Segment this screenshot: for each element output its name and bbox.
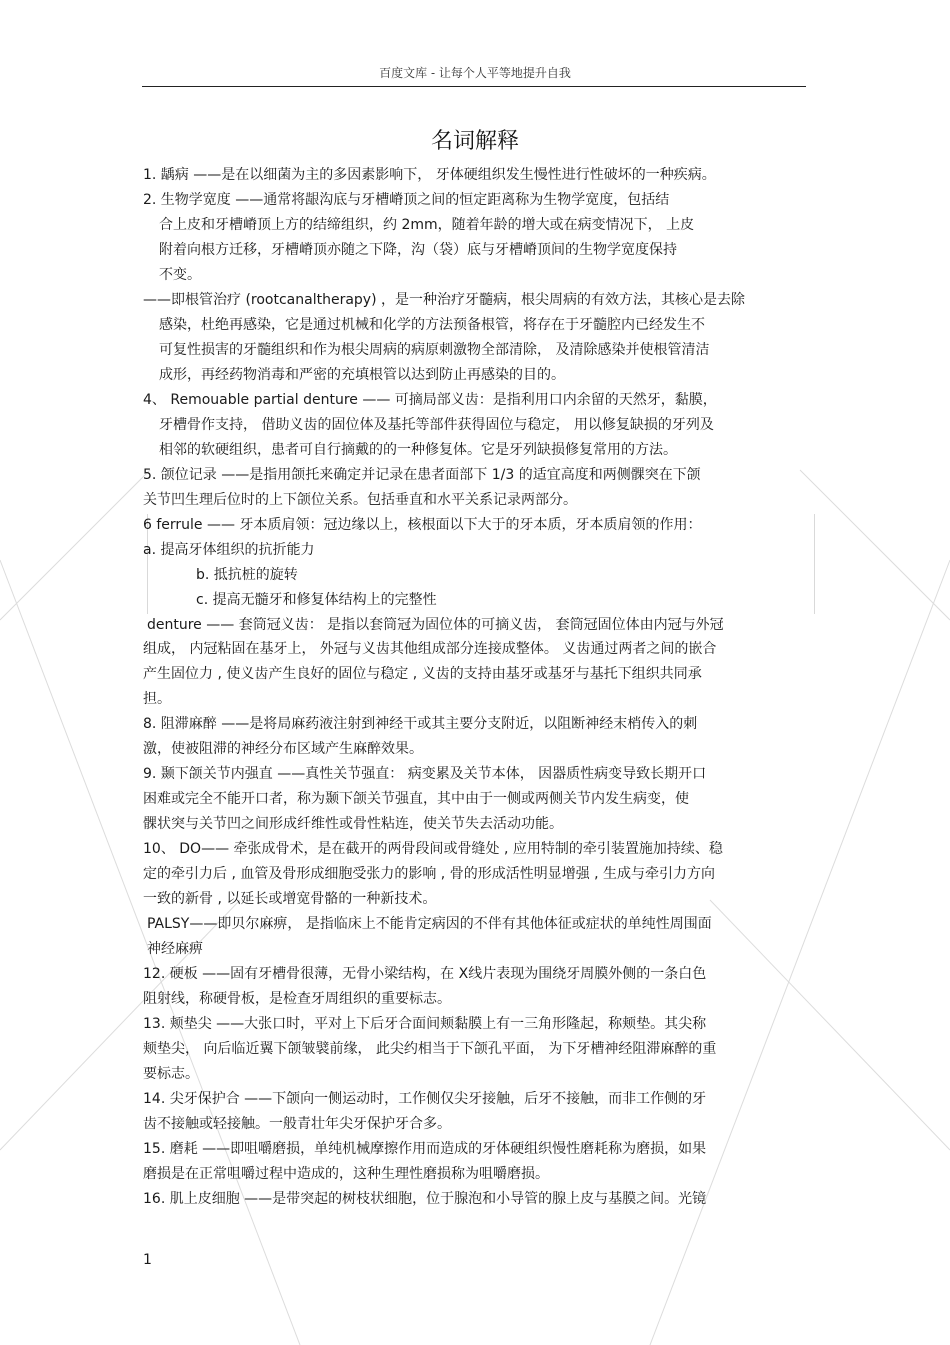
- text-line: 阻射线，称硬骨板，是检查牙周组织的重要标志。: [143, 991, 451, 1007]
- text-line: 要标志。: [143, 1066, 199, 1082]
- text-line: 1. 龋病 ——是在以细菌为主的多因素影响下， 牙体硬组织发生慢性进行性破坏的一种疾病。: [143, 167, 716, 183]
- text-line: denture —— 套筒冠义齿： 是指以套筒冠为固位体的可摘义齿， 套筒冠固位体由内冠与外冠: [147, 617, 724, 633]
- text-line: 5. 颌位记录 ——是指用颌托来确定并记录在患者面部下 1/3 的适宜高度和两侧髁突在下颌: [143, 467, 701, 483]
- page-title: 名词解释: [430, 129, 519, 154]
- text-line: 磨损是在正常咀嚼过程中造成的，这种生理性磨损称为咀嚼磨损。: [143, 1166, 549, 1182]
- text-line: 8. 阻滞麻醉 ——是将局麻药液注射到神经干或其主要分支附近，以阻断神经末梢传入的刺: [143, 716, 698, 732]
- text-line: 9. 颞下颌关节内强直 ——真性关节强直： 病变累及关节本体， 因器质性病变导致长期开口: [143, 766, 707, 782]
- text-line: 髁状突与关节凹之间形成纤维性或骨性粘连，使关节失去活动功能。: [143, 816, 563, 832]
- text-line: 12. 硬板 ——固有牙槽骨很薄，无骨小梁结构，在 X线片表现为围绕牙周膜外侧的一条白色: [143, 966, 707, 982]
- text-line: b. 抵抗桩的旋转: [196, 567, 298, 583]
- page-header: 百度文库 - 让每个人平等地提升自我: [379, 66, 571, 80]
- text-line: 关节凹生理后位时的上下颌位关系。包括垂直和水平关系记录两部分。: [143, 492, 577, 508]
- text-line: 4、 Remouable partial denture —— 可摘局部义齿：是指利用口内余留的天然牙，黏膜，: [143, 392, 717, 408]
- text-line: 产生固位力 , 使义齿产生良好的固位与稳定 , 义齿的支持由基牙或基牙与基托下组织共同承: [143, 666, 702, 682]
- text-line: 15. 磨耗 ——即咀嚼磨损，单纯机械摩擦作用而造成的牙体硬组织慢性磨耗称为磨损，如果: [143, 1141, 707, 1157]
- text-line: 10、 DO—— 牵张成骨术，是在截开的两骨段间或骨缝处 , 应用特制的牵引装置施加持续、稳: [143, 841, 723, 857]
- text-line: 2. 生物学宽度 ——通常将龈沟底与牙槽嵴顶之间的恒定距离称为生物学宽度，包括结: [143, 192, 670, 208]
- text-line: 14. 尖牙保护合 ——下颌向一侧运动时，工作侧仅尖牙接触，后牙不接触，而非工作侧的牙: [143, 1091, 707, 1107]
- text-line: 13. 颊垫尖 ——大张口时，平对上下后牙合面间颊黏膜上有一三角形隆起，称颊垫。其尖称: [143, 1016, 707, 1032]
- text-line: 一致的新骨 , 以延长或增宽骨骼的一种新技术。: [143, 891, 437, 907]
- text-line: 成形，再经药物消毒和严密的充填根管以达到防止再感染的目的。: [159, 367, 565, 383]
- text-line: 神经麻痹: [147, 941, 203, 957]
- page-number: 1: [143, 1252, 152, 1268]
- text-line: 困难或完全不能开口者，称为颞下颌关节强直，其中由于一侧或两侧关节内发生病变，使: [143, 791, 689, 807]
- text-line: 附着向根方迁移，牙槽嵴顶亦随之下降，沟（袋）底与牙槽嵴顶间的生物学宽度保持: [159, 242, 677, 258]
- text-line: 担。: [143, 691, 171, 707]
- text-line: 16. 肌上皮细胞 ——是带突起的树枝状细胞，位于腺泡和小导管的腺上皮与基膜之间。光镜: [143, 1191, 707, 1207]
- header-divider: [142, 86, 806, 87]
- text-line: 颊垫尖， 向后临近翼下颌皱襞前缘， 此尖约相当于下颌孔平面， 为下牙槽神经阻滞麻醉的重: [143, 1041, 717, 1057]
- text-line: 牙槽骨作支持， 借助义齿的固位体及基托等部件获得固位与稳定， 用以修复缺损的牙列及: [159, 417, 714, 433]
- text-line: ——即根管治疗 (rootcanaltherapy) ，是一种治疗牙髓病，根尖周病的有效方法，其核心是去除: [143, 292, 745, 308]
- text-line: 组成， 内冠粘固在基牙上， 外冠与义齿其他组成部分连接成整体。 义齿通过两者之间的嵌合: [143, 641, 717, 657]
- text-line: 感染，杜绝再感染，它是通过机械和化学的方法预备根管，将存在于牙髓腔内已经发生不: [159, 317, 705, 333]
- text-line: a. 提高牙体组织的抗折能力: [143, 542, 315, 558]
- text-line: 6 ferrule —— 牙本质肩领：冠边缘以上，核根面以下大于的牙本质，牙本质肩领的作用：: [143, 517, 702, 533]
- text-line: PALSY——即贝尔麻痹， 是指临床上不能肯定病因的不伴有其他体征或症状的单纯性周围面: [147, 916, 712, 932]
- text-line: 合上皮和牙槽嵴顶上方的结缔组织，约 2mm，随着年龄的增大或在病变情况下， 上皮: [159, 217, 695, 233]
- text-line: 齿不接触或轻接触。一般青壮年尖牙保护牙合多。: [143, 1116, 451, 1132]
- text-line: 可复性损害的牙髓组织和作为根尖周病的病原刺激物全部清除， 及清除感染并使根管清洁: [159, 342, 710, 358]
- text-line: 不变。: [159, 267, 201, 283]
- text-line: 相邻的软硬组织，患者可自行摘戴的的一种修复体。它是牙列缺损修复常用的方法。: [159, 442, 677, 458]
- text-line: c. 提高无髓牙和修复体结构上的完整性: [196, 592, 437, 608]
- text-line: 激，使被阻滞的神经分布区域产生麻醉效果。: [143, 741, 423, 757]
- text-line: 定的牵引力后 , 血管及骨形成细胞受张力的影响 , 骨的形成活性明显增强 , 生成与牵引力方向: [143, 866, 716, 882]
